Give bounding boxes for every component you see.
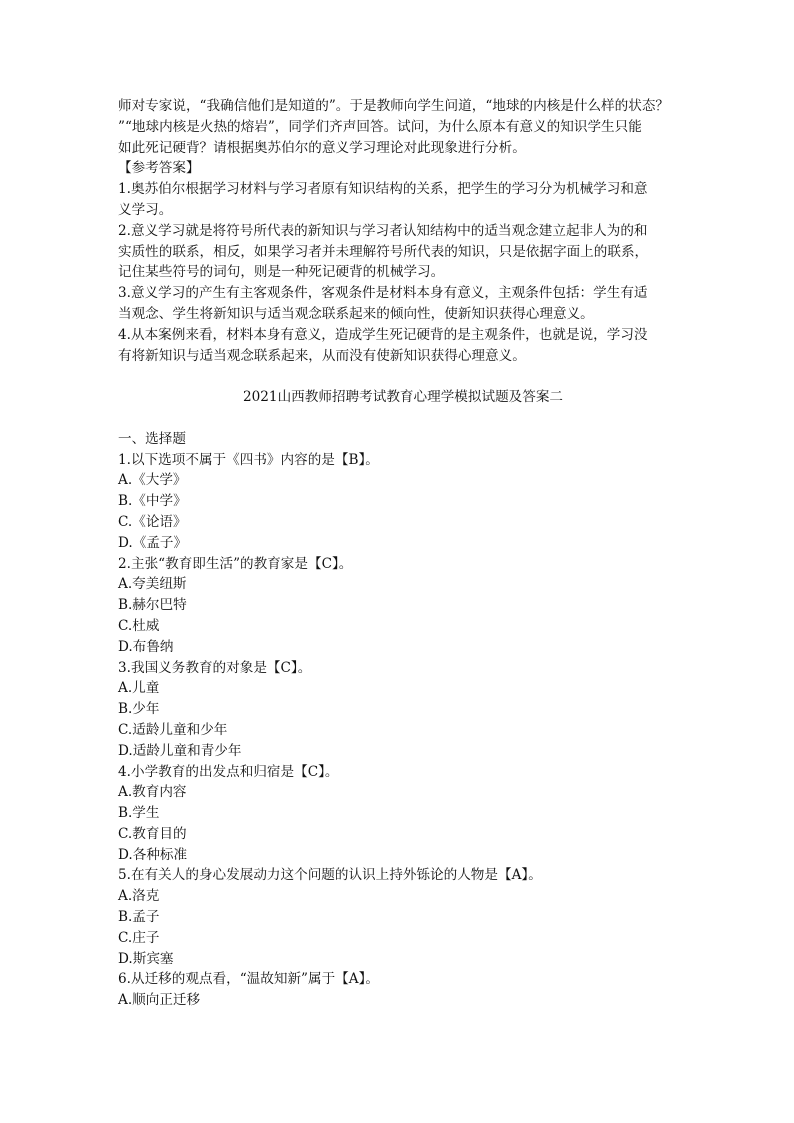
option-a: A.教育内容 [118,784,187,801]
answer-heading: 【参考答案】 [118,160,200,177]
question-stem: 3.我国义务教育的对象是【C】。 [118,659,312,676]
question-stem: 5.在有关人的身心发展动力这个问题的认识上持外铄论的人物是【A】。 [118,867,542,884]
blank-line [118,408,688,429]
question-3 [118,658,688,762]
text-line: 4.从本案例来看，材料本身有意义，造成学生死记硬背的是主观条件，也就是说，学习没 [118,326,648,343]
option-c: C.教育目的 [118,825,187,842]
question-6 [118,969,688,1011]
option-b: B.学生 [118,805,160,822]
question-4 [118,762,688,866]
question-stem: 2.主张“教育即生活”的教育家是【C】。 [118,555,353,572]
text-line: ”“地球内核是火热的熔岩”，同学们齐声回答。试问，为什么原本有意义的知识学生只能 [118,118,642,135]
question-stem: 1.以下选项不属于《四书》内容的是【B】。 [118,451,379,468]
option-d: D.《孟子》 [118,534,188,551]
option-c: C.适龄儿童和少年 [118,721,228,738]
text-line: 有将新知识与适当观念联系起来，从而没有使新知识获得心理意义。 [118,347,526,364]
question-5 [118,865,688,969]
blank-line [118,366,688,387]
option-d: D.适龄儿童和青少年 [118,742,242,759]
option-a: A.洛克 [118,888,160,905]
option-c: C.庄子 [118,929,160,946]
text-line: 3.意义学习的产生有主客观条件，客观条件是材料本身有意义，主观条件包括：学生有适 [118,285,648,302]
option-b: B.《中学》 [118,493,187,510]
text-line: 1.奥苏伯尔根据学习材料与学习者原有知识结构的关系，把学生的学习分为机械学习和意 [118,181,648,198]
question-stem: 4.小学教育的出发点和归宿是【C】。 [118,763,339,780]
option-a: A.儿童 [118,680,160,697]
question-1 [118,450,688,554]
option-b: B.赫尔巴特 [118,597,187,614]
text-line: 师对专家说，“我确信他们是知道的”。于是教师向学生问道，“地球的内核是什么样的状态？ [118,98,670,114]
text-line: 2.意义学习就是将符号所代表的新知识与学习者认知结构中的适当观念建立起非人为的和 [118,222,648,239]
option-d: D.各种标准 [118,846,188,863]
part-heading: 一、选择题 [118,430,186,447]
intro-section [118,96,688,366]
option-c: C.杜威 [118,617,160,634]
option-c: C.《论语》 [118,513,187,530]
text-line: 实质性的联系，相反，如果学习者并未理解符号所代表的知识，只是依据字面上的联系， [118,243,649,260]
option-d: D.斯宾塞 [118,950,174,967]
text-line: 如此死记硬背？请根据奥苏伯尔的意义学习理论对此现象进行分析。 [118,139,526,156]
text-line: 当观念、学生将新知识与适当观念联系起来的倾向性，使新知识获得心理意义。 [118,305,594,322]
option-a: A.《大学》 [118,472,187,489]
option-a: A.夸美纽斯 [118,576,187,593]
question-2 [118,554,688,658]
option-b: B.少年 [118,701,160,718]
option-d: D.布鲁纳 [118,638,174,655]
section-title: 2021山西教师招聘考试教育心理学模拟试题及答案二 [242,389,564,406]
text-line: 义学习。 [118,201,173,218]
option-b: B.孟子 [118,909,160,926]
option-a: A.顺向正迁移 [118,992,201,1009]
document-page [118,96,688,1011]
text-line: 记住某些符号的词句，则是一种死记硬背的机械学习。 [118,264,445,281]
question-stem: 6.从迁移的观点看，“温故知新”属于【A】。 [118,971,379,988]
